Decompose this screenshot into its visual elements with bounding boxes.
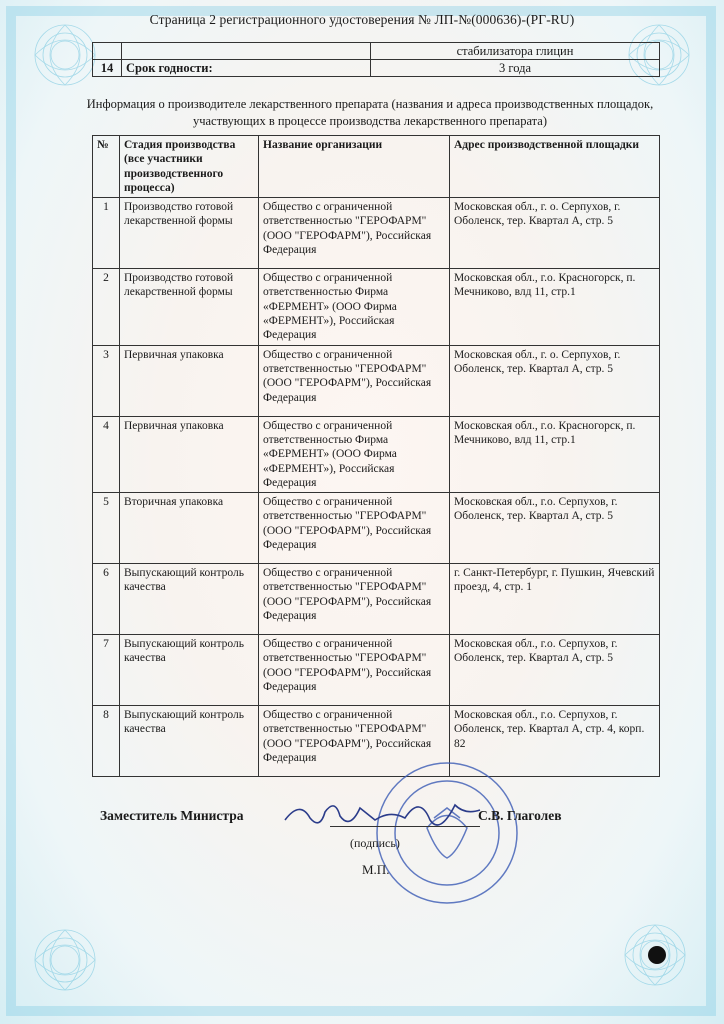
row-value: 3 года [371,60,660,77]
header-num: № [93,136,120,198]
cell-num: 2 [93,269,120,345]
cell-org: Общество с ограниченной ответственностью Фирма «ФЕРМЕНТ» (ООО Фирма «ФЕРМЕНТ»), Российская Федерация [259,416,450,492]
cell-num: 6 [93,564,120,635]
cell-address: Московская обл., г.о. Серпухов, г. Оболенск, тер. Квартал А, стр. 5 [450,493,660,564]
table-row [93,60,660,77]
cell-address: Московская обл., г. о. Серпухов, г. Оболенск, тер. Квартал А, стр. 5 [450,198,660,269]
row-label [122,43,371,60]
cell-address: Московская обл., г.о. Серпухов, г. Оболенск, тер. Квартал А, стр. 5 [450,635,660,706]
cell-address: Московская обл., г.о. Красногорск, п. Мечниково, влд 11, стр.1 [450,269,660,345]
cell-address: г. Санкт-Петербург, г. Пушкин, Ячевский проезд, 4, стр. 1 [450,564,660,635]
table-row [93,198,660,269]
cell-stage: Производство готовой лекарственной формы [120,198,259,269]
cell-stage: Выпускающий контроль качества [120,564,259,635]
cell-stage: Производство готовой лекарственной формы [120,269,259,345]
cell-stage: Первичная упаковка [120,416,259,492]
header-address: Адрес производственной площадки [450,136,660,198]
table-row [93,493,660,564]
table-row [93,269,660,345]
cell-num: 8 [93,706,120,777]
cell-num: 7 [93,635,120,706]
cell-org: Общество с ограниченной ответственностью "ГЕРОФАРМ" (ООО "ГЕРОФАРМ"), Российская Федерация [259,564,450,635]
cell-stage: Первичная упаковка [120,345,259,416]
header-stage: Стадия производства (все участники производственного процесса) [120,136,259,198]
table-row [93,345,660,416]
cell-org: Общество с ограниченной ответственностью "ГЕРОФАРМ" (ООО "ГЕРОФАРМ"), Российская Федерация [259,345,450,416]
row-number [93,43,122,60]
signature-line [330,826,480,827]
table-header-row [93,136,660,198]
signer-name: С.В. Глаголев [478,808,562,823]
cell-num: 3 [93,345,120,416]
manufacturers-table [92,135,660,777]
row-label: Срок годности: [122,60,371,77]
cell-org: Общество с ограниченной ответственностью Фирма «ФЕРМЕНТ» (ООО Фирма «ФЕРМЕНТ»), Российская Федерация [259,269,450,345]
manufacturer-info-heading: Информация о производителе лекарственного препарата (названия и адреса производственных площадок, участвующих в процессе производства лекарственного препарата) [86,97,654,128]
page-title: Страница 2 регистрационного удостоверения № ЛП-№(000636)-(РГ-RU) [149,12,575,27]
cell-address: Московская обл., г.о. Серпухов, г. Оболенск, тер. Квартал А, стр. 4, корп. 82 [450,706,660,777]
header-org: Название организации [259,136,450,198]
table-row [93,416,660,492]
signature-caption: (подпись) [350,836,400,850]
table-row [93,635,660,706]
row-number: 14 [93,60,122,77]
table-row [93,43,660,60]
cell-stage: Вторичная упаковка [120,493,259,564]
cell-stage: Выпускающий контроль качества [120,635,259,706]
cell-num: 1 [93,198,120,269]
signer-position: Заместитель Министра [100,808,244,823]
cell-address: Московская обл., г. о. Серпухов, г. Оболенск, тер. Квартал А, стр. 5 [450,345,660,416]
cell-org: Общество с ограниченной ответственностью "ГЕРОФАРМ" (ООО "ГЕРОФАРМ"), Российская Федерация [259,635,450,706]
cell-org: Общество с ограниченной ответственностью "ГЕРОФАРМ" (ООО "ГЕРОФАРМ"), Российская Федерация [259,198,450,269]
row-value: стабилизатора глицин [371,43,660,60]
rosette-ornament-icon [30,925,100,995]
cell-num: 4 [93,416,120,492]
rosette-ornament-icon [30,20,100,90]
cell-org: Общество с ограниченной ответственностью "ГЕРОФАРМ" (ООО "ГЕРОФАРМ"), Российская Федерация [259,706,450,777]
properties-table [92,42,660,77]
cell-num: 5 [93,493,120,564]
cell-address: Московская обл., г.о. Красногорск, п. Мечниково, влд 11, стр.1 [450,416,660,492]
punch-hole [648,946,666,964]
seal-place-label: М.П. [362,862,390,877]
cell-stage: Выпускающий контроль качества [120,706,259,777]
table-row [93,564,660,635]
handwritten-signature-icon [280,790,490,840]
cell-org: Общество с ограниченной ответственностью "ГЕРОФАРМ" (ООО "ГЕРОФАРМ"), Российская Федерация [259,493,450,564]
